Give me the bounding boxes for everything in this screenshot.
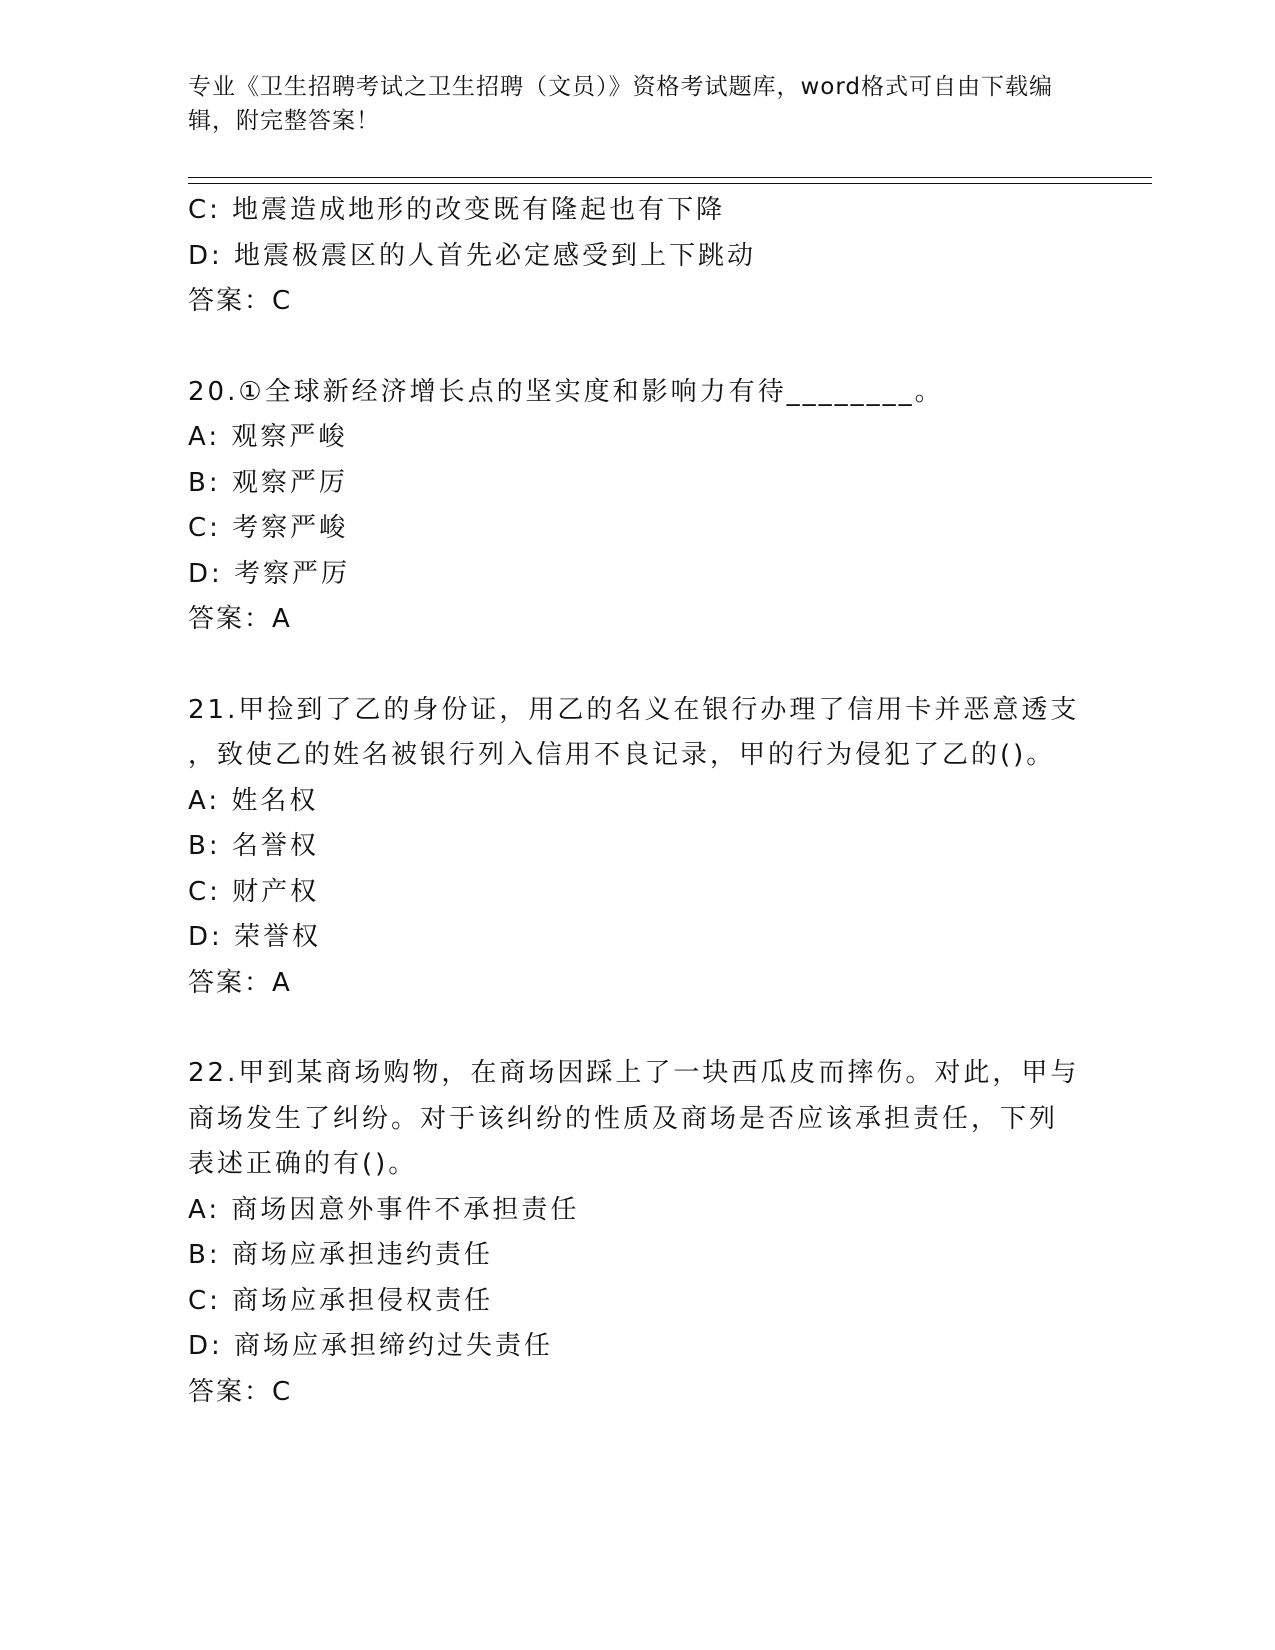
- prev-option-d: D: 地震极震区的人首先必定感受到上下跳动: [188, 240, 757, 271]
- header-divider-top: [188, 177, 1152, 178]
- question-20-option-a: A: 观察严峻: [188, 422, 348, 452]
- question-22-stem-line-1: 22.甲到某商场购物，在商场因踩上了一块西瓜皮而摔伤。对此，甲与: [188, 1058, 1080, 1088]
- question-22-answer: 答案：C: [188, 1376, 293, 1407]
- question-20-option-b: B: 观察严厉: [188, 467, 348, 498]
- question-22-option-b: B: 商场应承担违约责任: [188, 1240, 493, 1270]
- question-20-option-d: D: 考察严厉: [188, 558, 351, 589]
- question-21-option-b: B: 名誉权: [188, 831, 319, 861]
- prev-answer: 答案：C: [188, 286, 293, 316]
- question-20-answer: 答案：A: [188, 604, 292, 634]
- question-22-stem-line-3: 表述正确的有()。: [188, 1149, 418, 1179]
- question-22-option-d: D: 商场应承担缔约过失责任: [188, 1331, 554, 1361]
- question-content: [188, 188, 1088, 1415]
- question-21-answer: 答案：A: [188, 967, 292, 998]
- question-22-option-a: A: 商场因意外事件不承担责任: [188, 1194, 580, 1225]
- question-22-stem-line-2: 商场发生了纠纷。对于该纠纷的性质及商场是否应该承担责任，下列: [188, 1103, 1059, 1134]
- document-header: 专业《卫生招聘考试之卫生招聘（文员）》资格考试题库，word格式可自由下载编辑，附完整答案！: [188, 74, 1054, 134]
- question-21-stem-line-1: 21.甲捡到了乙的身份证，用乙的名义在银行办理了信用卡并恶意透支: [188, 694, 1080, 725]
- question-21-stem-line-2: ，致使乙的姓名被银行列入信用不良记录，甲的行为侵犯了乙的()。: [188, 740, 1056, 770]
- question-22-option-c: C: 商场应承担侵权责任: [188, 1285, 494, 1316]
- question-21-option-a: A: 姓名权: [188, 785, 319, 816]
- question-20-stem: 20.①全球新经济增长点的坚实度和影响力有待________。: [188, 376, 944, 407]
- prev-option-c: C: 地震造成地形的改变既有隆起也有下降: [188, 195, 726, 225]
- question-21-option-d: D: 荣誉权: [188, 922, 322, 952]
- header-divider-bottom: [188, 183, 1152, 184]
- question-20-option-c: C: 考察严峻: [188, 513, 349, 543]
- question-21-option-c: C: 财产权: [188, 876, 320, 907]
